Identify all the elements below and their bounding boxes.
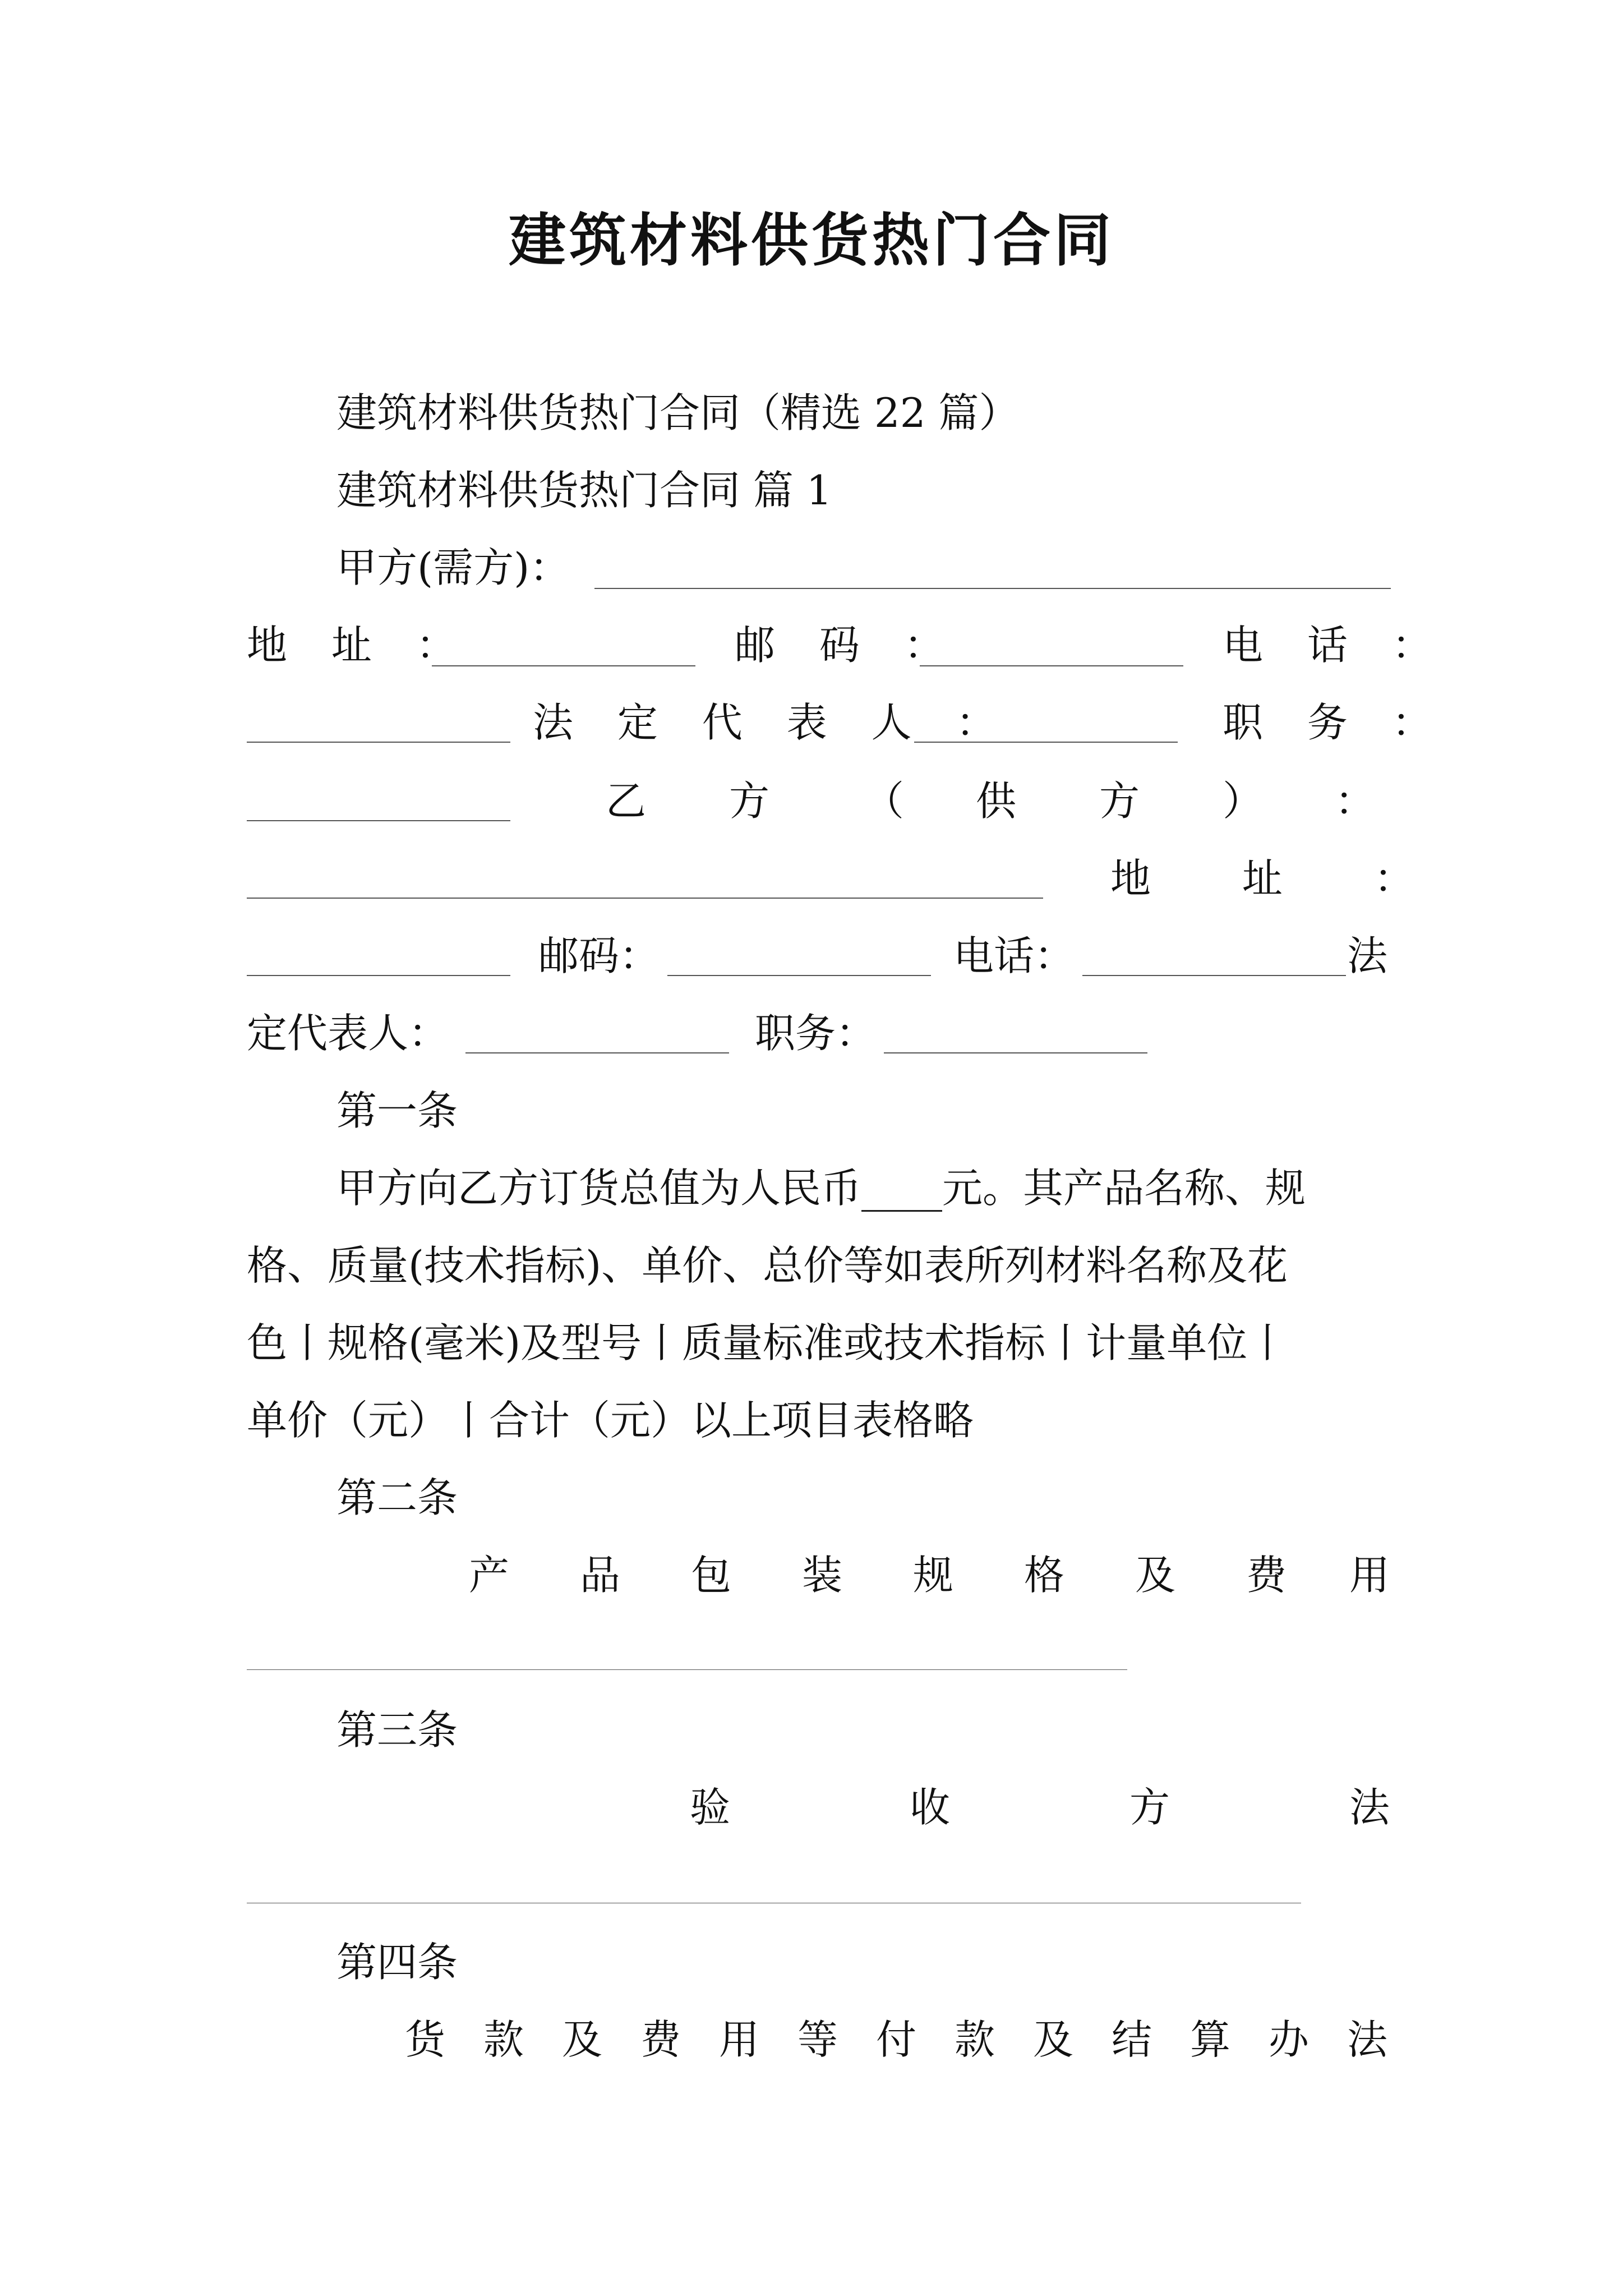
party-b-position-label: 职务：	[755, 1010, 877, 1057]
party-b-address-blank	[247, 975, 510, 976]
party-b-label-char: ）	[1223, 777, 1264, 825]
party-b-rep-label-tail: 法	[1347, 932, 1388, 979]
article-1-line: 甲方向乙方订货总值为人民币____元。其产品名称、规	[336, 1165, 1306, 1212]
article-1-line: 单价（元）丨合计（元）以上项目表格略	[247, 1397, 974, 1444]
party-b-rep-blank	[465, 1052, 729, 1053]
article-4-text-char: 费	[640, 2016, 681, 2063]
article-2-text-char: 包	[691, 1552, 732, 1599]
party-a-phone-label: 电 话 ：	[1223, 622, 1448, 669]
article-4-text-char: 法	[1347, 2016, 1388, 2063]
article-1-heading: 第一条	[336, 1087, 458, 1134]
article-4-text-char: 付	[876, 2016, 917, 2063]
party-b-phone-label: 电话：	[953, 932, 1075, 979]
article-4-text-char: 用	[719, 2016, 760, 2063]
chapter-heading: 建筑材料供货热门合同 篇 1	[336, 467, 832, 514]
party-a-blank	[594, 588, 1391, 589]
party-b-address-label: 地 址 ：	[1110, 855, 1454, 902]
article-4-text-char: 及	[562, 2016, 603, 2063]
party-a-position-label: 职 务 ：	[1223, 699, 1448, 746]
article-2-text-char: 及	[1135, 1552, 1176, 1599]
party-a-rep-blank	[914, 742, 1178, 743]
party-a-rep-label: 法 定 代 表 人 ：	[533, 699, 1012, 746]
party-b-postcode-label: 邮码：	[538, 932, 660, 979]
article-4-text-char: 及	[1033, 2016, 1074, 2063]
article-3-heading: 第三条	[336, 1706, 458, 1754]
party-b-label-char: 乙	[606, 777, 647, 825]
article-2-text-char: 用	[1349, 1552, 1390, 1599]
article-3-text-char: 收	[910, 1784, 951, 1831]
party-a-postcode-label: 邮 码 ：	[735, 622, 960, 669]
article-2-text-char: 费	[1246, 1552, 1287, 1599]
article-2-text-char: 规	[913, 1552, 954, 1599]
document-title: 建筑材料供货热门合同	[509, 207, 1114, 274]
article-4-text-char: 算	[1190, 2016, 1231, 2063]
article-4-text-char: 等	[797, 2016, 838, 2063]
article-3-text-char: 法	[1349, 1784, 1390, 1831]
party-b-label-char: 供	[976, 777, 1017, 825]
party-b-postcode-blank	[667, 975, 931, 976]
party-b-label-char: 方	[1099, 777, 1140, 825]
article-1-line: 色丨规格(毫米)及型号丨质量标准或技术指标丨计量单位丨	[247, 1319, 1288, 1366]
party-a-label: 甲方(需方)：	[336, 544, 570, 591]
article-2-text-char: 格	[1024, 1552, 1065, 1599]
party-a-address-label: 地 址 ：	[247, 622, 472, 669]
article-2-text-char: 产	[469, 1552, 510, 1599]
article-4-text-char: 款	[483, 2016, 524, 2063]
article-2-heading: 第二条	[336, 1474, 458, 1521]
party-a-postcode-blank	[920, 665, 1183, 666]
article-1-line: 格、质量(技术指标)、单价、总价等如表所列材料名称及花	[247, 1242, 1288, 1289]
party-b-label-char: ：	[1335, 777, 1376, 825]
party-b-label-char: （	[864, 777, 905, 825]
article-4-text-char: 货	[405, 2016, 446, 2063]
party-a-address-blank	[432, 665, 695, 666]
article-4-text-char: 结	[1112, 2016, 1152, 2063]
party-b-position-blank	[884, 1052, 1147, 1053]
article-4-text-char: 办	[1269, 2016, 1310, 2063]
party-b-phone-blank	[1082, 975, 1346, 976]
article-3-text-char: 方	[1129, 1784, 1170, 1831]
party-a-phone-blank	[247, 742, 510, 743]
article-4-heading: 第四条	[336, 1939, 458, 1986]
article-3-text-char: 验	[690, 1784, 731, 1831]
party-b-rep-label: 定代表人：	[247, 1010, 449, 1057]
article-2-blank	[247, 1669, 1127, 1670]
article-2-text-char: 品	[580, 1552, 621, 1599]
party-a-position-blank	[247, 820, 510, 821]
party-b-name-blank	[247, 898, 1043, 899]
subtitle: 建筑材料供货热门合同（精选 22 篇）	[336, 389, 1020, 436]
article-4-text-char: 款	[955, 2016, 995, 2063]
party-b-label-char: 方	[729, 777, 770, 825]
article-2-text-char: 装	[802, 1552, 843, 1599]
